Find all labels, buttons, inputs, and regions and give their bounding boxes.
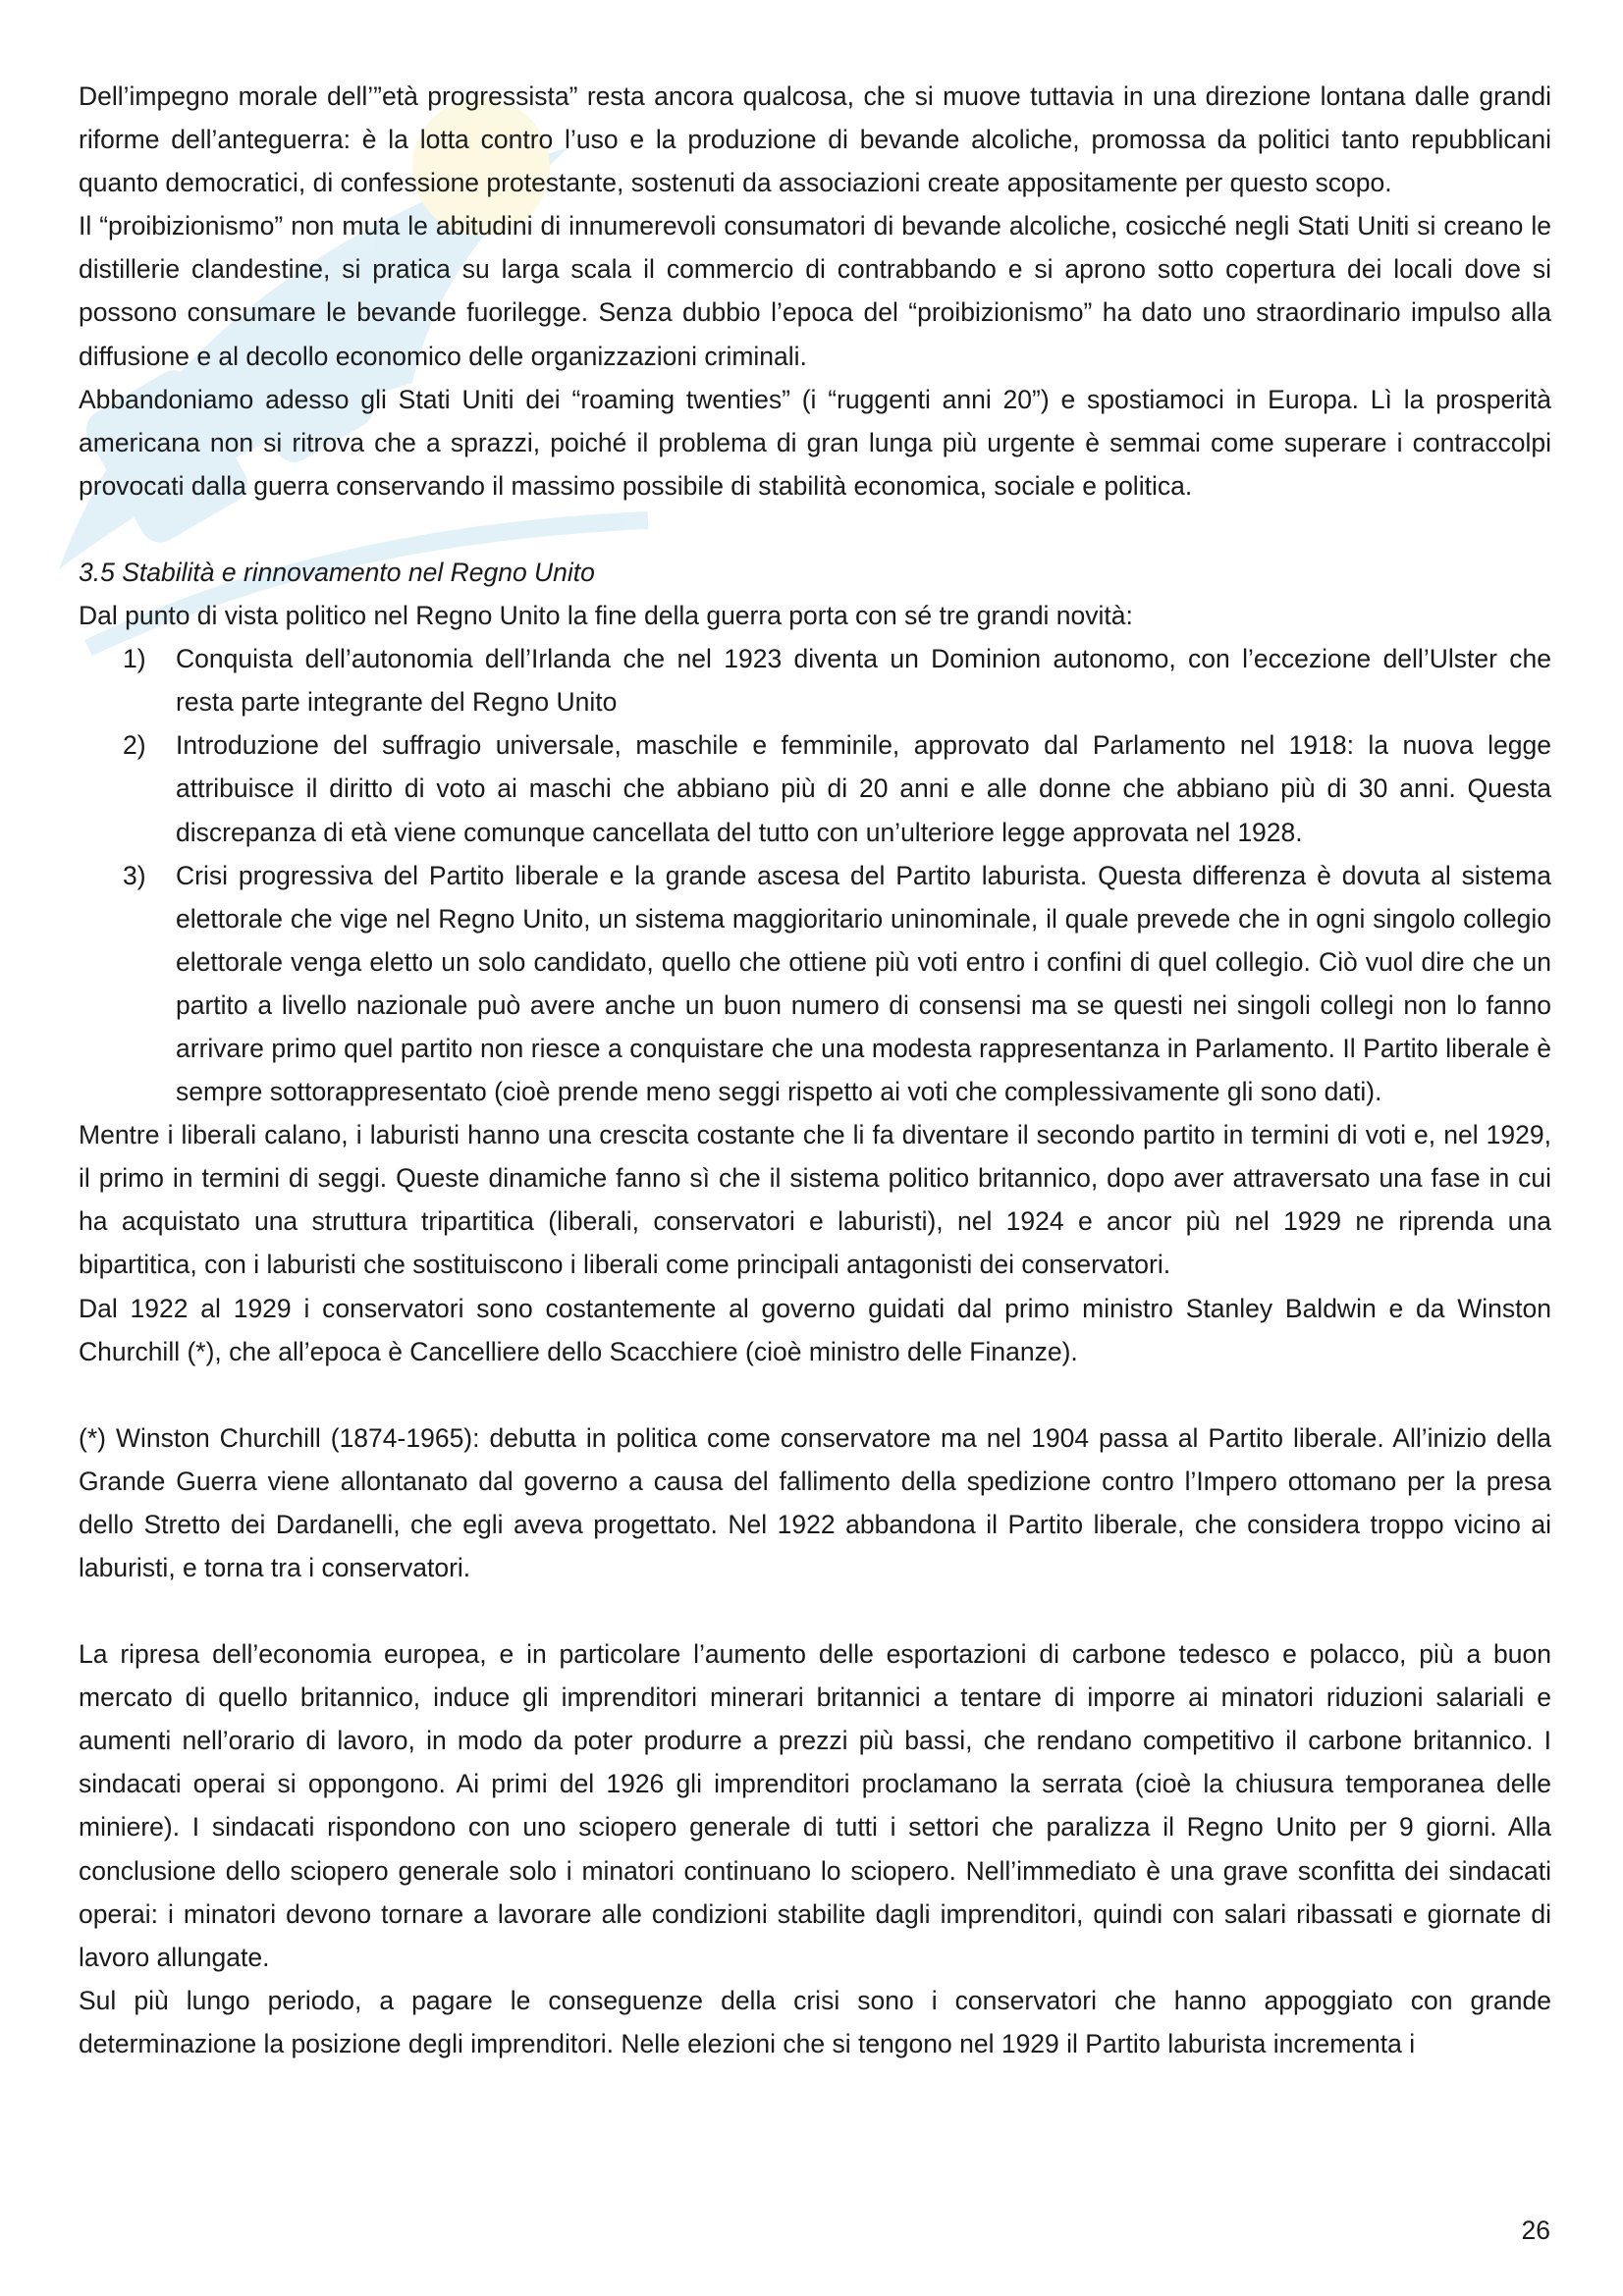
paragraph-temperance: Dell’impegno morale dell’”età progressista” resta ancora qualcosa, che si muove tuttavia in una direzione lontana dalle grandi riforme dell’anteguerra: è la lotta contro l’uso e la produzione di bevande alcoliche, promossa da politici tanto repubblicani quanto democratici, di confessione protestante, sostenuti da associazioni create appositamente per questo scopo.: [79, 81, 1551, 198]
list-item-text: Crisi progressiva del Partito liberale e la grande ascesa del Partito laburista. Questa differenza è dovuta al sistema elettorale che vige nel Regno Unito, un sistema maggioritario uninominale, il quale prevede che in ogni singolo collegio elettorale venga eletto un solo candidato, quello che ottiene più voti entro i confini di quel collegio. Ciò vuol dire che un partito a livello nazionale può avere anche un buon numero di consensi ma se questi nei singoli collegi non lo fanno arrivare primo quel partito non riesce a conquistare che una modesta rappresentanza in Parlamento. Il Partito liberale è sempre sottorappresentato (cioè prende meno seggi rispetto ai voti che complessivamente gli sono dati).: [176, 860, 1551, 1107]
list-item-text: Conquista dell’autonomia dell’Irlanda che nel 1923 diventa un Dominion autonomo, con l’eccezione dell’Ulster che resta parte integrante del Regno Unito: [176, 644, 1551, 718]
paragraph-coal-strike: La ripresa dell’economia europea, e in particolare l’aumento delle esportazioni di carbone tedesco e polacco, più a buon mercato di quello britannico, induce gli imprenditori minerari britannici a tentare di imporre ai minatori riduzioni salariali e aumenti nell’orario di lavoro, in modo da poter produrre a prezzi più bassi, che rendano competitivo il carbone britannico. I sindacati operai si oppongono. Ai primi del 1926 gli imprenditori proclamano la serrata (cioè la chiusura temporanea delle miniere). I sindacati rispondono con uno sciopero generale di tutti i settori che paralizza il Regno Unito per 9 giorni. Alla conclusione dello sciopero generale solo i minatori continuano lo sciopero. Nell’immediato è una grave sconfitta dei sindacati operai: i minatori devono tornare a lavorare alle condizioni stabilite dagli imprenditori, quindi con salari ribassati e giornate di lavoro allungate.: [79, 1639, 1551, 1972]
list-item-number: 3): [123, 860, 146, 890]
list-item: [79, 723, 1551, 853]
paragraph-conservative-government: Dal 1922 al 1929 i conservatori sono costantemente al governo guidati dal primo ministro Stanley Baldwin e da Winston Churchill (*), che all’epoca è Cancelliere dello Scacchiere (cioè ministro delle Finanze).: [79, 1293, 1551, 1366]
novelties-list: [79, 637, 1551, 1113]
paragraph-prohibition: Il “proibizionismo” non muta le abitudini di innumerevoli consumatori di bevande alcoliche, cosicché negli Stati Uniti si creano le distillerie clandestine, si pratica su larga scala il commercio di contrabbando e si aprono sotto copertura dei locali dove si possono consumare le bevande fuorilegge. Senza dubbio l’epoca del “proibizionismo” ha dato uno straordinario impulso alla diffusione e al decollo economico delle organizzazioni criminali.: [79, 211, 1551, 371]
section-intro: Dal punto di vista politico nel Regno Unito la fine della guerra porta con sé tre grandi novità:: [79, 601, 1133, 631]
list-item: [79, 637, 1551, 723]
paragraph-consequences: Sul più lungo periodo, a pagare le conseguenze della crisi sono i conservatori che hanno appoggiato con grande determinazione la posizione degli imprenditori. Nelle elezioni che si tengono nel 1929 il Partito laburista incrementa i: [79, 1985, 1551, 2058]
list-item: [79, 854, 1551, 1114]
page-number: 26: [1521, 2216, 1550, 2245]
paragraph-europe-transition: Abbandoniamo adesso gli Stati Uniti dei “roaming twenties” (i “ruggenti anni 20”) e spostiamoci in Europa. Lì la prosperità americana non si ritrova che a sprazzi, poiché il problema di gran lunga più urgente è semmai come superare i contraccolpi provocati dalla guerra conservando il massimo possibile di stabilità economica, sociale e politica.: [79, 384, 1551, 501]
paragraph-spacer: [79, 1589, 1551, 1632]
paragraph-spacer: [79, 1373, 1551, 1416]
list-item-text: Introduzione del suffragio universale, maschile e femminile, approvato dal Parlamento nel 1918: la nuova legge attribuisce il diritto di voto ai maschi che abbiano più di 20 anni e alle donne che abbiano più di 30 anni. Questa discrepanza di età viene comunque cancellata del tutto con un’ulteriore legge approvata nel 1928.: [176, 730, 1551, 847]
list-item-number: 2): [123, 730, 146, 761]
list-item-number: 1): [123, 644, 146, 674]
section-heading: 3.5 Stabilità e rinnovamento nel Regno Unito: [79, 557, 595, 587]
paragraph-labour-rise: Mentre i liberali calano, i laburisti hanno una crescita costante che li fa diventare il secondo partito in termini di voti e, nel 1929, il primo in termini di seggi. Queste dinamiche fanno sì che il sistema politico britannico, dopo aver attraversato una fase in cui ha acquistato una struttura tripartitica (liberali, conservatori e laburisti), nel 1924 e ancor più nel 1929 ne riprenda una bipartitica, con i laburisti che sostituiscono i liberali come principali antagonisti dei conservatori.: [79, 1120, 1551, 1280]
document-body: [79, 75, 1551, 2065]
footnote-churchill: (*) Winston Churchill (1874-1965): debutta in politica come conservatore ma nel 1904 passa al Partito liberale. All’inizio della Grande Guerra viene allontanato dal governo a causa del fallimento della spedizione contro l’Impero ottomano per la presa dello Stretto dei Dardanelli, che egli aveva progettato. Nel 1922 abbandona il Partito liberale, che considera troppo vicino ai laburisti, e torna tra i conservatori.: [79, 1422, 1551, 1582]
paragraph-spacer: [79, 507, 1551, 551]
